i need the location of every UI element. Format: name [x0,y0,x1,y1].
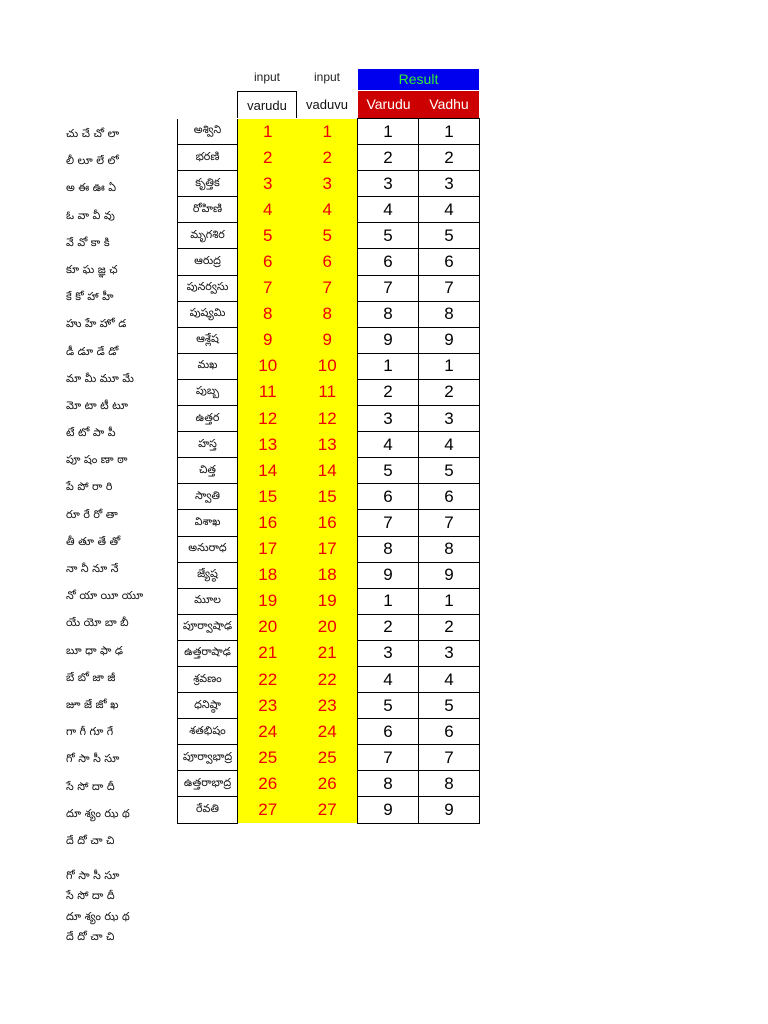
result-varudu-cell: 6 [358,484,419,510]
result-vadhu-cell: 2 [419,379,480,405]
result-vadhu-cell: 8 [419,301,480,327]
vaduvu-input-cell[interactable]: 27 [298,797,358,823]
nakshatra-name-cell: అశ్విని [178,119,238,145]
extra-syllable-line: దే దో చా చి [66,929,115,943]
result-varudu-cell: 9 [358,797,419,823]
result-varudu-cell: 7 [358,745,419,771]
nakshatra-name-cell: స్వాతి [178,484,238,510]
result-vadhu-cell: 5 [419,693,480,719]
result-vadhu-cell: 2 [419,614,480,640]
vaduvu-input-cell[interactable]: 9 [298,327,358,353]
result-vadhu-cell: 5 [419,458,480,484]
extra-syllable-list [66,868,130,949]
result-vadhu-cell: 6 [419,249,480,275]
syllable-group: దూ శ్యం ఝ థ [66,806,130,820]
varudu-input-cell[interactable]: 24 [238,719,298,745]
vaduvu-input-cell[interactable]: 1 [298,119,358,145]
result-varudu-cell: 5 [358,223,419,249]
vaduvu-input-cell[interactable]: 20 [298,614,358,640]
result-varudu-cell: 8 [358,771,419,797]
syllable-group: తీ తూ తే తో [66,534,121,548]
varudu-input-cell[interactable]: 2 [238,145,298,171]
column-header-vaduvu: vaduvu [306,97,348,112]
varudu-input-cell[interactable]: 14 [238,458,298,484]
result-vadhu-cell: 1 [419,119,480,145]
vaduvu-input-cell[interactable]: 24 [298,719,358,745]
varudu-input-cell[interactable]: 19 [238,588,298,614]
syllable-group: సే సో దా దీ [66,779,115,793]
syllable-group: లీ లూ లే లో [66,154,119,168]
varudu-input-cell[interactable]: 8 [238,301,298,327]
varudu-input-cell[interactable]: 7 [238,275,298,301]
syllable-group: పూ షం ణా ఠా [66,453,128,467]
nakshatra-name-cell: భరణి [178,145,238,171]
result-varudu-cell: 1 [358,588,419,614]
varudu-input-cell[interactable]: 9 [238,327,298,353]
syllable-group: ఓ వా వీ వు [66,208,115,222]
result-vadhu-cell: 4 [419,666,480,692]
varudu-input-cell[interactable]: 4 [238,197,298,223]
table-row [178,797,480,823]
varudu-input-cell[interactable]: 26 [238,771,298,797]
vaduvu-input-cell[interactable]: 15 [298,484,358,510]
nakshatra-name-cell: పుబ్బ [178,379,238,405]
result-vadhu-cell: 3 [419,406,480,432]
nakshatra-name-cell: ఉత్తరాభాద్ర [178,771,238,797]
nakshatra-name-cell: ధనిష్ఠా [178,693,238,719]
result-vadhu-cell: 6 [419,719,480,745]
extra-syllable-line: గో సా సీ సూ [66,869,120,882]
nakshatra-name-cell: ఆశ్లేష [178,327,238,353]
nakshatra-table [177,118,480,824]
result-header: Result [358,69,479,90]
syllable-group: దే దో చా చి [66,833,115,847]
result-varudu-cell: 5 [358,458,419,484]
table-row [178,458,480,484]
table-row [178,197,480,223]
syllable-group: జూ జే జో ఖ [66,697,119,711]
table-row [178,301,480,327]
syllable-group: టే టో పా పీ [66,426,116,440]
nakshatra-name-cell: ఆరుద్ర [178,249,238,275]
result-vadhu-cell: 7 [419,510,480,536]
result-varudu-cell: 1 [358,353,419,379]
syllable-group: అ ఈ ఊ ఏ [66,181,117,195]
result-column-vadhu: Vadhu [419,91,479,118]
result-vadhu-cell: 9 [419,327,480,353]
table-row [178,562,480,588]
varudu-input-cell[interactable]: 5 [238,223,298,249]
nakshatra-name-cell: జ్యేష్ఠ [178,562,238,588]
nakshatra-name-cell: ఉత్తర [178,406,238,432]
varudu-input-cell[interactable]: 21 [238,640,298,666]
table-row [178,588,480,614]
vaduvu-input-cell[interactable]: 26 [298,771,358,797]
syllable-group: డీ డూ డే డో [66,344,119,358]
table-row [178,614,480,640]
nakshatra-name-cell: పుష్యమి [178,301,238,327]
vaduvu-input-cell[interactable]: 22 [298,666,358,692]
varudu-input-cell[interactable]: 13 [238,432,298,458]
result-vadhu-cell: 8 [419,771,480,797]
table-row [178,406,480,432]
vaduvu-input-cell[interactable]: 16 [298,510,358,536]
table-row [178,745,480,771]
nakshatra-name-cell: అనురాధ [178,536,238,562]
table-row [178,275,480,301]
extra-syllable-line: దూ శ్యం ఝ థ [66,909,130,923]
varudu-input-cell[interactable]: 10 [238,353,298,379]
extra-syllable-line: సే సో దా దీ [66,889,115,903]
result-vadhu-cell: 3 [419,171,480,197]
table-row [178,771,480,797]
vaduvu-input-cell[interactable]: 13 [298,432,358,458]
result-vadhu-cell: 9 [419,797,480,823]
syllable-group: మా మీ మూ మే [66,371,134,385]
vaduvu-input-cell[interactable]: 11 [298,379,358,405]
vaduvu-input-cell[interactable]: 17 [298,536,358,562]
result-vadhu-cell: 1 [419,588,480,614]
table-row [178,119,480,145]
vaduvu-input-cell[interactable]: 4 [298,197,358,223]
result-varudu-cell: 2 [358,379,419,405]
varudu-input-cell[interactable]: 18 [238,562,298,588]
nakshatra-name-cell: పూర్వాషాఢ [178,614,238,640]
vaduvu-input-cell[interactable]: 5 [298,223,358,249]
syllable-group: యే యో బా బీ [66,616,129,630]
syllable-group: గో సా సీ సూ [66,752,120,766]
vaduvu-input-cell[interactable]: 7 [298,275,358,301]
vaduvu-input-cell[interactable]: 14 [298,458,358,484]
nakshatra-name-cell: చిత్త [178,458,238,484]
table-row [178,145,480,171]
result-vadhu-cell: 6 [419,484,480,510]
varudu-input-cell[interactable]: 27 [238,797,298,823]
result-vadhu-cell: 5 [419,223,480,249]
vaduvu-input-cell[interactable]: 21 [298,640,358,666]
result-varudu-cell: 3 [358,406,419,432]
syllable-list [66,124,143,858]
table-row [178,223,480,249]
vaduvu-input-cell[interactable]: 25 [298,745,358,771]
vaduvu-input-cell[interactable]: 19 [298,588,358,614]
table-row [178,353,480,379]
nakshatra-name-cell: రేవతి [178,797,238,823]
table-row [178,693,480,719]
varudu-input-cell[interactable]: 1 [238,119,298,145]
result-varudu-cell: 9 [358,327,419,353]
syllable-group: రూ రే రో తా [66,507,118,521]
input-header-vaduvu: input [313,70,341,84]
result-vadhu-cell: 1 [419,353,480,379]
result-varudu-cell: 9 [358,562,419,588]
varudu-input-cell[interactable]: 6 [238,249,298,275]
input-header-varudu: input [253,70,281,84]
result-varudu-cell: 7 [358,510,419,536]
result-varudu-cell: 6 [358,249,419,275]
result-varudu-cell: 3 [358,640,419,666]
varudu-input-cell[interactable]: 23 [238,693,298,719]
result-varudu-cell: 3 [358,171,419,197]
table-row [178,249,480,275]
syllable-group: వే వో కా కి [66,235,110,249]
syllable-group: పే పో రా రి [66,480,113,494]
vaduvu-input-cell[interactable]: 8 [298,301,358,327]
syllable-group: మో టా టీ టూ [66,398,129,412]
syllable-group: హు హే హో డ [66,317,127,331]
nakshatra-name-cell: శతభిషం [178,719,238,745]
nakshatra-name-cell: విశాఖ [178,510,238,536]
nakshatra-name-cell: పూర్వాభాద్ర [178,745,238,771]
varudu-input-cell[interactable]: 17 [238,536,298,562]
varudu-input-cell[interactable]: 3 [238,171,298,197]
result-varudu-cell: 5 [358,693,419,719]
result-vadhu-cell: 4 [419,432,480,458]
result-varudu-cell: 1 [358,119,419,145]
table-row [178,536,480,562]
varudu-input-cell[interactable]: 20 [238,614,298,640]
syllable-group: నో యా యీ యూ [66,589,144,603]
nakshatra-name-cell: పునర్వసు [178,275,238,301]
nakshatra-name-cell: హస్త [178,432,238,458]
varudu-input-cell[interactable]: 11 [238,379,298,405]
result-column-varudu: Varudu [358,91,419,118]
table-row [178,640,480,666]
vaduvu-input-cell[interactable]: 2 [298,145,358,171]
result-vadhu-cell: 3 [419,640,480,666]
vaduvu-input-cell[interactable]: 3 [298,171,358,197]
varudu-input-cell[interactable]: 12 [238,406,298,432]
result-varudu-cell: 8 [358,301,419,327]
vaduvu-input-cell[interactable]: 6 [298,249,358,275]
syllable-group: బూ ధా ఫా ఢ [66,643,124,657]
result-vadhu-cell: 4 [419,197,480,223]
syllable-group: కే కో హా హీ [66,290,114,304]
table-row [178,432,480,458]
result-varudu-cell: 4 [358,197,419,223]
table-row [178,327,480,353]
table-row [178,171,480,197]
nakshatra-name-cell: మూల [178,588,238,614]
table-row [178,484,480,510]
syllable-group: కూ ఘ జ్ఞ ఛ [66,262,118,276]
table-row [178,379,480,405]
table-row [178,510,480,536]
table-row [178,719,480,745]
vaduvu-input-cell[interactable]: 18 [298,562,358,588]
table-row [178,666,480,692]
syllable-group: గా గీ గూ గే [66,725,114,739]
result-vadhu-cell: 8 [419,536,480,562]
column-header-varudu: varudu [237,91,297,118]
nakshatra-name-cell: మృగశిర [178,223,238,249]
result-vadhu-cell: 7 [419,745,480,771]
result-vadhu-cell: 9 [419,562,480,588]
varudu-input-cell[interactable]: 16 [238,510,298,536]
result-vadhu-cell: 2 [419,145,480,171]
vaduvu-input-cell[interactable]: 23 [298,693,358,719]
vaduvu-input-cell[interactable]: 12 [298,406,358,432]
nakshatra-name-cell: ఉత్తరాషాఢ [178,640,238,666]
nakshatra-name-cell: మఖ [178,353,238,379]
result-varudu-cell: 8 [358,536,419,562]
result-varudu-cell: 4 [358,432,419,458]
nakshatra-name-cell: రోహిణి [178,197,238,223]
syllable-group: బే బో జా జీ [66,670,116,684]
nakshatra-name-cell: కృత్తిక [178,171,238,197]
result-varudu-cell: 6 [358,719,419,745]
syllable-group: చు చే చో లా [66,127,120,140]
varudu-input-cell[interactable]: 15 [238,484,298,510]
result-varudu-cell: 7 [358,275,419,301]
vaduvu-input-cell[interactable]: 10 [298,353,358,379]
result-varudu-cell: 2 [358,614,419,640]
result-vadhu-cell: 7 [419,275,480,301]
syllable-group: నా నీ నూ నే [66,562,119,575]
varudu-input-cell[interactable]: 25 [238,745,298,771]
result-varudu-cell: 4 [358,666,419,692]
nakshatra-name-cell: శ్రవణం [178,666,238,692]
varudu-input-cell[interactable]: 22 [238,666,298,692]
result-varudu-cell: 2 [358,145,419,171]
